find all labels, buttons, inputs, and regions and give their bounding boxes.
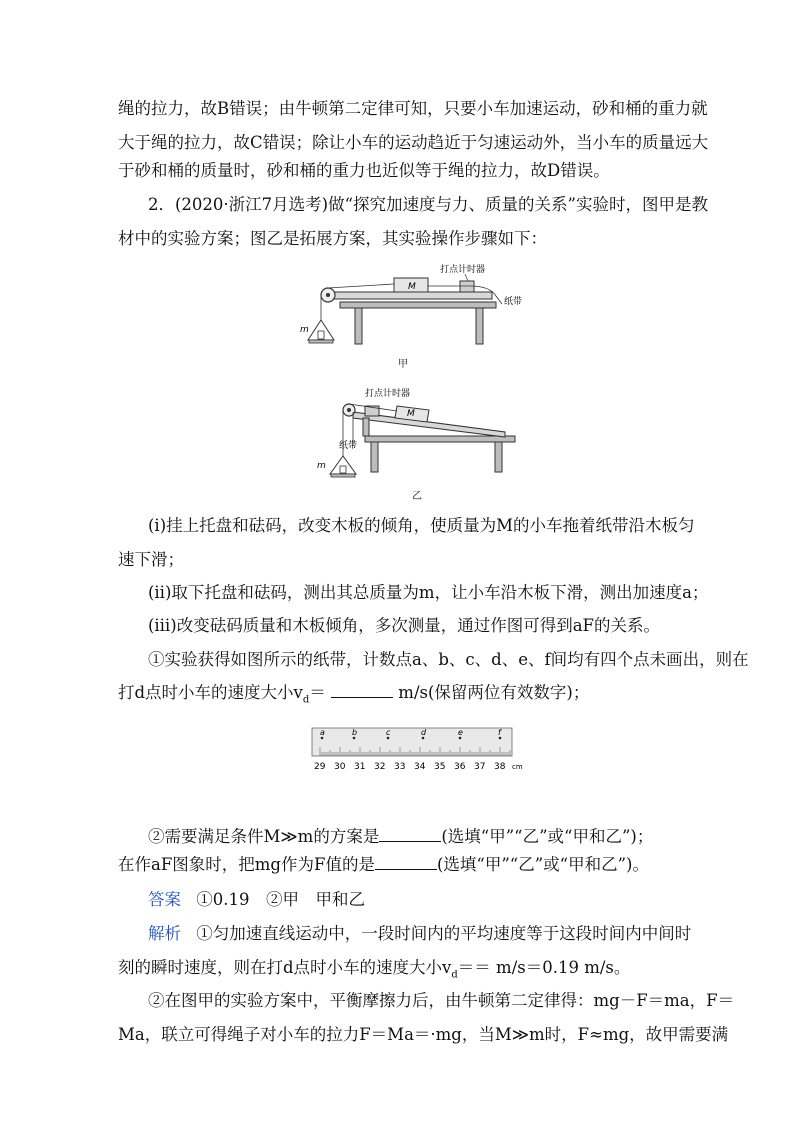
question-2-stem: 2．(2020·浙江7月选考)做“探究加速度与力、质量的关系”实验时，图甲是教 bbox=[148, 195, 708, 214]
tape-point-label: c bbox=[386, 728, 391, 737]
text-line-1: 绳的拉力，故B错误；由牛顿第二定律可知，只要小车加速运动，砂和桶的重力就 bbox=[118, 99, 708, 118]
analysis-label: 解析 bbox=[148, 924, 181, 943]
question-part-1: ①实验获得如图所示的纸带，计数点a、b、c、d、e、f间均有四个点未画出，则在 bbox=[148, 650, 749, 669]
step-iii: (ⅲ)改变砝码质量和木板倾角，多次测量，通过作图可得到aF的关系。 bbox=[148, 616, 660, 635]
answer-blank-1[interactable] bbox=[331, 683, 393, 698]
ruler-tick-label: 29 bbox=[314, 762, 326, 772]
question-part-1-blank-line: 打d点时小车的速度大小$v_d= m/s$(保留两位有效数字)； bbox=[118, 683, 590, 706]
answer-blank-2[interactable] bbox=[379, 827, 441, 842]
jia-board bbox=[326, 292, 492, 299]
tape-point bbox=[321, 737, 324, 740]
ruler-tick-label: 30 bbox=[334, 762, 346, 772]
tape-point bbox=[499, 737, 502, 740]
jia-timer-label: 打点计时器 bbox=[440, 265, 486, 275]
text-line-2: 大于绳的拉力，故C错误；除让小车的运动趋近于匀速运动外，当小车的质量远大 bbox=[118, 133, 709, 152]
yi-table-top bbox=[365, 436, 515, 442]
ruler-tick-label: 32 bbox=[374, 762, 386, 772]
figure-yi-caption: 乙 bbox=[412, 491, 422, 502]
question-part-2: ②需要满足条件M≫m的方案是 (选填“甲”“乙”或“甲和乙”)； bbox=[148, 827, 654, 846]
yi-pan bbox=[330, 456, 356, 474]
ruler-tick-label: 35 bbox=[434, 762, 446, 772]
tape-point-label: a bbox=[320, 728, 325, 737]
ruler-tick-label: 38 bbox=[494, 762, 506, 772]
answer-blank-3[interactable] bbox=[375, 855, 437, 870]
text-line-7: 速下滑； bbox=[118, 550, 184, 569]
tape-point-label: d bbox=[421, 728, 427, 737]
yi-mass-label: m bbox=[317, 461, 326, 471]
ruler-tick-label: 31 bbox=[354, 762, 366, 772]
tape-point-label: e bbox=[458, 728, 463, 737]
yi-timer-label: 打点计时器 bbox=[365, 389, 411, 399]
ruler-tape bbox=[310, 724, 530, 776]
tape-point bbox=[353, 737, 356, 740]
tape-point bbox=[387, 737, 390, 740]
figure-jia bbox=[300, 258, 540, 358]
jia-timer bbox=[460, 281, 474, 292]
text-line-5: 材中的实验方案；图乙是拓展方案，其实验操作步骤如下： bbox=[118, 229, 547, 248]
analysis-line-3: ②在图甲的实验方案中，平衡摩擦力后，由牛顿第二定律得：mg－F＝ma，F＝ bbox=[148, 991, 735, 1010]
ruler-tick-label: 36 bbox=[454, 762, 466, 772]
ruler-tick-label: 33 bbox=[394, 762, 406, 772]
figure-yi bbox=[305, 384, 535, 484]
step-ii: (ⅱ)取下托盘和砝码，测出其总质量为m，让小车沿木板下滑，测出加速度a； bbox=[148, 583, 709, 602]
tape-point bbox=[459, 737, 462, 740]
answer-label: 答案 bbox=[148, 890, 181, 909]
analysis-line-2: 刻的瞬时速度，则在打d点时小车的速度大小$v_d== m/s=0.19$ m/s。 bbox=[118, 958, 631, 981]
analysis-line-4: Ma，联立可得绳子对小车的拉力F＝Ma＝·mg，当M≫m时，F≈mg，故甲需要满 bbox=[118, 1025, 729, 1044]
jia-tape-label: 纸带 bbox=[504, 297, 523, 307]
answer-line bbox=[148, 888, 365, 912]
yi-cart-label: M bbox=[407, 409, 415, 419]
ruler-tick-label: 34 bbox=[414, 762, 426, 772]
jia-cart-label: M bbox=[408, 282, 416, 292]
ruler-tick-label: 37 bbox=[474, 762, 486, 772]
tape-point bbox=[422, 737, 425, 740]
jia-table-top bbox=[340, 302, 496, 308]
jia-pan bbox=[308, 320, 334, 340]
jia-mass-label: m bbox=[300, 325, 309, 335]
tape-point-label: b bbox=[352, 728, 358, 737]
step-i: (ⅰ)挂上托盘和砝码，改变木板的倾角，使质量为M的小车拖着纸带沿木板匀 bbox=[148, 516, 695, 535]
text-line-3: 于砂和桶的质量时，砂和桶的重力也近似等于绳的拉力，故D错误。 bbox=[118, 161, 610, 180]
answer-text: ①0.19 ②甲 甲和乙 bbox=[196, 890, 365, 909]
yi-tape-label: 纸带 bbox=[339, 441, 358, 451]
analysis-text: ①匀加速直线运动中，一段时间内的平均速度等于这段时间内中间时 bbox=[196, 924, 692, 943]
tape-point-label: f bbox=[498, 728, 501, 737]
ruler-unit: cm bbox=[512, 763, 523, 771]
question-part-3: 在作aF图象时，把mg作为F值的是 (选填“甲”“乙”或“甲和乙”)。 bbox=[118, 855, 649, 874]
analysis-line bbox=[148, 922, 691, 946]
figure-jia-caption: 甲 bbox=[398, 359, 408, 370]
